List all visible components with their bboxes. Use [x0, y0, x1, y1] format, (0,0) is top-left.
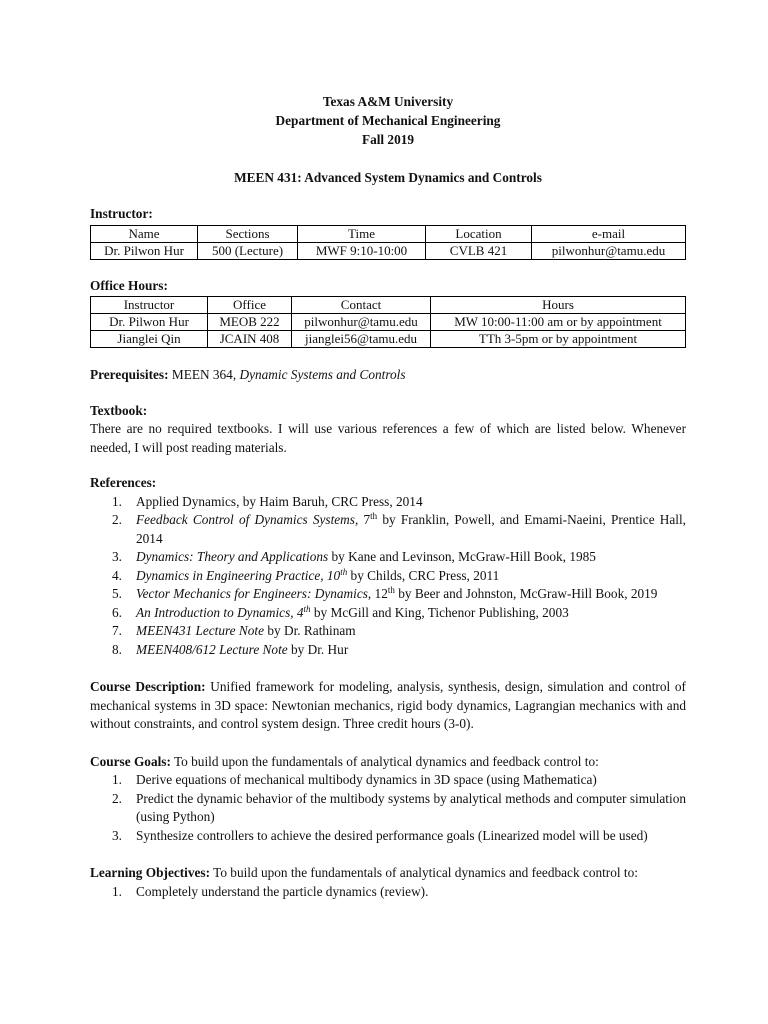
prerequisites — [90, 366, 686, 385]
table-cell: 500 (Lecture) — [198, 242, 298, 259]
learning-objectives-label: Learning Objectives: — [90, 865, 211, 880]
list-item: 1. Completely understand the particle dynamics (review). — [112, 883, 429, 899]
course-description-label: Course Description: — [90, 679, 206, 694]
table-cell: TTh 3-5pm or by appointment — [431, 331, 686, 348]
table-cell: MW 10:00-11:00 am or by appointment — [431, 314, 686, 331]
references-list — [90, 493, 686, 660]
prerequisites-label: Prerequisites: — [90, 367, 169, 382]
table-cell: CVLB 421 — [426, 242, 532, 259]
table-row — [91, 242, 686, 259]
table-cell: Dr. Pilwon Hur — [91, 314, 208, 331]
column-header: Time — [298, 225, 426, 242]
textbook-heading: Textbook: — [90, 402, 148, 418]
list-item: 5. Vector Mechanics for Engineers: Dynamics, 12th by Beer and Johnston, McGraw-Hill Book, 2019 — [112, 585, 658, 601]
column-header: Contact — [292, 297, 431, 314]
column-header: e-mail — [532, 225, 686, 242]
column-header: Hours — [431, 297, 686, 314]
list-item: 2. Feedback Control of Dynamics Systems, 7th by Franklin, Powell, and Emami-Naeini, Prentice Hall, 2014 — [112, 511, 687, 546]
list-item: 1. Derive equations of mechanical multibody dynamics in 3D space (using Mathematica) — [112, 772, 597, 787]
column-header: Office — [208, 297, 292, 314]
references-heading: References: — [90, 475, 157, 490]
table-cell: jianglei56@tamu.edu — [292, 331, 431, 348]
course-goals-list — [90, 771, 686, 845]
instructor-table — [90, 225, 686, 260]
textbook-text: There are no required textbooks. I will use various references a few of which are listed below. Whenever needed, I will post reading materials. — [90, 421, 686, 455]
learning-objectives-list — [90, 883, 686, 902]
office-hours-heading: Office Hours: — [90, 277, 168, 293]
course-description — [90, 678, 686, 734]
column-header: Instructor — [91, 297, 208, 314]
prerequisites-course: Dynamic Systems and Controls — [239, 367, 406, 382]
course-goals — [90, 753, 686, 772]
table-header-row — [91, 225, 686, 242]
course-goals-label: Course Goals: — [90, 753, 171, 769]
learning-objectives-text: To build upon the fundamentals of analytical dynamics and feedback control to: — [213, 865, 638, 880]
list-item: 3. Synthesize controllers to achieve the desired performance goals (Linearized model will be used) — [112, 827, 648, 843]
table-header-row — [91, 297, 686, 314]
list-item: 8. MEEN408/612 Lecture Note by Dr. Hur — [112, 641, 349, 657]
list-item: 7. MEEN431 Lecture Note by Dr. Rathinam — [112, 623, 356, 638]
table-cell: pilwonhur@tamu.edu — [292, 314, 431, 331]
table-cell: MEOB 222 — [208, 314, 292, 331]
table-row — [91, 314, 686, 331]
university-title: Texas A&M University — [322, 94, 454, 109]
instructor-heading: Instructor: — [90, 206, 153, 221]
table-row — [91, 331, 686, 348]
term-title: Fall 2019 — [361, 132, 415, 147]
list-item: 3. Dynamics: Theory and Applications by Kane and Levinson, McGraw-Hill Book, 1985 — [112, 549, 596, 564]
list-item: 6. An Introduction to Dynamics, 4th by McGill and King, Tichenor Publishing, 2003 — [112, 603, 569, 620]
prerequisites-text: MEEN 364, — [171, 367, 237, 382]
list-item: 4. Dynamics in Engineering Practice, 10th by Childs, CRC Press, 2011 — [112, 566, 500, 583]
column-header: Sections — [198, 225, 298, 242]
department-title: Department of Mechanical Engineering — [275, 113, 501, 128]
table-cell: pilwonhur@tamu.edu — [532, 242, 686, 259]
course-goals-text: To build upon the fundamentals of analytical dynamics and feedback control to: — [173, 753, 599, 769]
table-cell: Jianglei Qin — [91, 331, 208, 348]
table-cell: JCAIN 408 — [208, 331, 292, 348]
list-item: 1. Applied Dynamics, by Haim Baruh, CRC Press, 2014 — [112, 493, 423, 509]
course-title: MEEN 431: Advanced System Dynamics and Controls — [234, 170, 542, 185]
table-cell: MWF 9:10-10:00 — [298, 242, 426, 259]
office-hours-table — [90, 296, 686, 348]
column-header: Location — [426, 225, 532, 242]
table-cell: Dr. Pilwon Hur — [91, 242, 198, 259]
learning-objectives — [90, 864, 686, 883]
column-header: Name — [91, 225, 198, 242]
course-description-text: Unified framework for modeling, analysis, synthesis, design, simulation and control of mechanical systems in 3D space: Newtonian mechanics, rigid body dynamics, Lagrangian mechanics with and without constraints, and control system design. Three credit hours (3-0). — [90, 679, 686, 731]
list-item: 2. Predict the dynamic behavior of the multibody systems by analytical methods and computer simulation (using Python) — [112, 790, 686, 824]
